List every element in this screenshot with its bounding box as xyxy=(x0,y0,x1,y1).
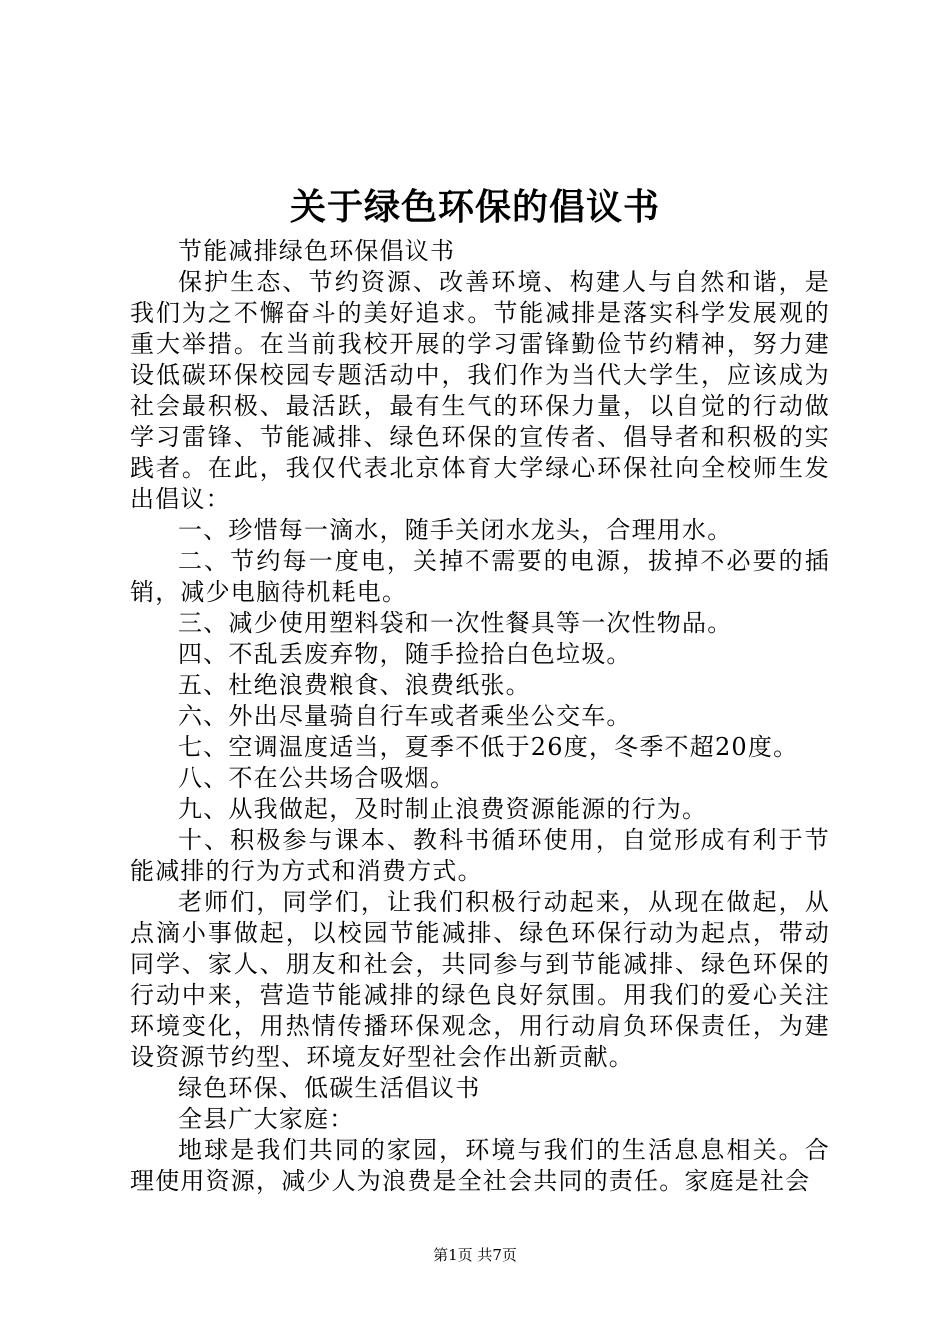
paragraph-body: 地球是我们共同的家园，环境与我们的生活息息相关。合理使用资源，减少人为浪费是全社会共同的责任。家庭是社会 xyxy=(130,1136,830,1195)
document-body xyxy=(130,236,830,1197)
paragraph-call-to-action: 老师们，同学们，让我们积极行动起来，从现在做起，从点滴小事做起，以校园节能减排、绿色环保行动为起点，带动同学、家人、朋友和社会，共同参与到节能减排、绿色环保的行动中来，营造节能减排的绿色良好氛围。用我们的爱心关注环境变化，用热情传播环保观念，用行动肩负环保责任，为建设资源节约型、环境友好型社会作出新贡献。 xyxy=(130,888,830,1071)
list-item: 三、减少使用塑料袋和一次性餐具等一次性物品。 xyxy=(178,609,733,637)
list-item: 四、不乱丢废弃物，随手捡拾白色垃圾。 xyxy=(178,640,632,668)
paragraph-heading-1: 节能减排绿色环保倡议书 xyxy=(178,237,456,265)
paragraph-salutation: 全县广大家庭： xyxy=(178,1105,355,1133)
list-item: 九、从我做起，及时制止浪费资源能源的行为。 xyxy=(178,795,708,823)
list-item: 二、节约每一度电，关掉不需要的电源，拔掉不必要的插销，减少电脑待机耗电。 xyxy=(130,547,830,606)
list-item: 五、杜绝浪费粮食、浪费纸张。 xyxy=(178,671,531,699)
page-title: 关于绿色环保的倡议书 xyxy=(289,187,660,228)
list-item: 六、外出尽量骑自行车或者乘坐公交车。 xyxy=(178,702,632,730)
list-item: 十、积极参与课本、教科书循环使用，自觉形成有利于节能减排的行为方式和消费方式。 xyxy=(130,826,830,885)
list-item: 一、珍惜每一滴水，随手关闭水龙头，合理用水。 xyxy=(178,516,733,544)
paragraph-intro: 保护生态、节约资源、改善环境、构建人与自然和谐，是我们为之不懈奋斗的美好追求。节能减排是落实科学发展观的重大举措。在当前我校开展的学习雷锋勤俭节约精神，努力建设低碳环保校园专题活动中，我们作为当代大学生，应该成为社会最积极、最活跃，最有生气的环保力量，以自觉的行动做学习雷锋、节能减排、绿色环保的宣传者、倡导者和积极的实践者。在此，我仅代表北京体育大学绿心环保社向全校师生发出倡议： xyxy=(130,268,830,513)
paragraph-heading-2: 绿色环保、低碳生活倡议书 xyxy=(178,1074,481,1102)
list-item: 七、空调温度适当，夏季不低于26度，冬季不超20度。 xyxy=(178,733,799,761)
page-number: 第1页 共7页 xyxy=(433,1246,517,1264)
list-item: 八、不在公共场合吸烟。 xyxy=(178,764,456,792)
